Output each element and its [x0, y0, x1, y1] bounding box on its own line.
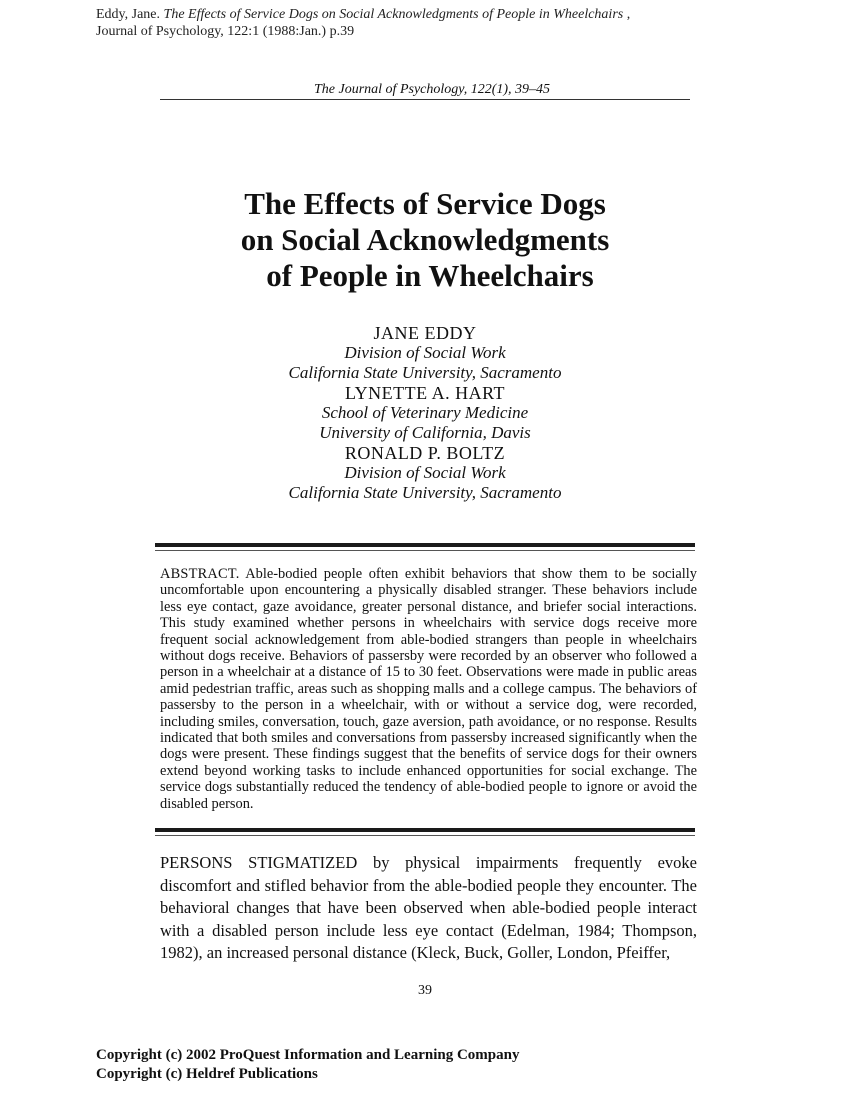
author-name: JANE EDDY	[373, 323, 477, 343]
citation-authors: Eddy, Jane.	[96, 7, 161, 22]
page-number: 39	[418, 983, 432, 998]
abstract-top-rule	[155, 543, 695, 547]
body-text: by physical impairments frequently evoke discomfort and stifled behavior from the able-bodied people they encounter. The behavioral changes that have been observed when able-bodied people interact with a disabled person include less eye contact (Edelman, 1984; Thompson, 1982), an increased personal distance (Kleck, Buck, Goller, London, Pfeiffer,	[160, 853, 697, 963]
author-affiliation: Division of Social Work	[344, 343, 506, 362]
copyright-notice	[96, 1046, 520, 1084]
title-line: of People in Wheelchairs	[266, 258, 594, 293]
author-affiliation: Division of Social Work	[344, 463, 506, 482]
title-line: on Social Acknowledgments	[240, 222, 610, 257]
abstract-bottom-rule	[155, 828, 695, 832]
citation-line-1	[96, 6, 630, 23]
citation-header	[96, 6, 630, 40]
author-block	[0, 323, 850, 503]
article-title	[0, 186, 850, 294]
citation-title: The Effects of Service Dogs on Social Acknowledgments of People in Wheelchairs	[163, 7, 624, 22]
journal-header-text: The Journal of Psychology, 122(1), 39–45	[314, 82, 551, 97]
author-affiliation: School of Veterinary Medicine	[321, 403, 529, 422]
author-affiliation: California State University, Sacramento	[288, 483, 562, 502]
copyright-line: Copyright (c) Heldref Publications	[96, 1066, 318, 1082]
abstract	[160, 566, 697, 812]
abstract-top-thin-rule	[155, 550, 695, 551]
body-lead-in: PERSONS STIGMATIZED	[160, 853, 358, 872]
abstract-bottom-thin-rule	[155, 835, 695, 836]
title-line: The Effects of Service Dogs	[244, 186, 606, 221]
author-name: RONALD P. BOLTZ	[344, 443, 506, 463]
copyright-line: Copyright (c) 2002 ProQuest Information and Learning Company	[96, 1047, 520, 1063]
citation-title-suffix: ,	[623, 7, 631, 22]
citation-source: Journal of Psychology, 122:1 (1988:Jan.) p.39	[96, 24, 355, 39]
author-affiliation: California State University, Sacramento	[288, 363, 562, 382]
abstract-heading: ABSTRACT.	[160, 566, 240, 582]
abstract-text: Able-bodied people often exhibit behaviors that show them to be socially uncomfortable upon encountering a physically disabled stranger. These behaviors include less eye contact, gaze avoidance, greater personal distance, and briefer social interactions. This study examined whether persons in wheelchairs with service dogs receive more frequent social acknowledgement from able-bodied strangers than people in wheelchairs without dogs receive. Behaviors of passersby were recorded by an observer who followed a person in a wheelchair at a distance of 15 to 30 feet. Observations were made in public areas amid pedestrian traffic, areas such as shopping malls and a college campus. The behaviors of passersby to the person in a wheelchair, with or without a service dog, were recorded, including smiles, conversation, touch, gaze aversion, path avoidance, or no response. Results indicated that both smiles and conversations from passersby increased significantly when the dogs were present. These findings suggest that the benefits of service dogs for their owners extend beyond working tasks to include enhanced opportunities for social exchange. The service dogs substantially reduced the tendency of able-bodied people to ignore or avoid the disabled person.	[160, 566, 697, 812]
journal-header	[160, 82, 690, 102]
author-affiliation: University of California, Davis	[319, 423, 531, 442]
body-paragraph	[160, 852, 697, 965]
author-name: LYNETTE A. HART	[344, 383, 506, 403]
journal-header-rule	[160, 99, 690, 100]
